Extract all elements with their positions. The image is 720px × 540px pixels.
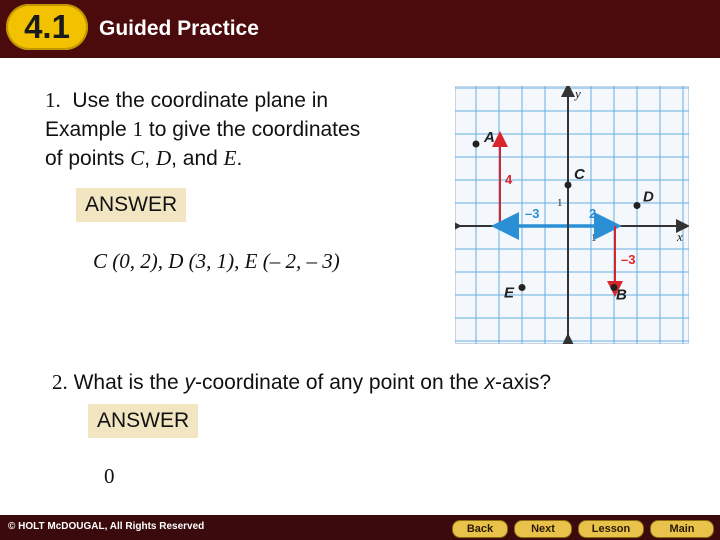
point-c-text: C [574, 166, 585, 183]
q2-text-b: -coordinate of any point on the [194, 371, 479, 394]
arrow-right-2-label: 2 [589, 206, 597, 221]
point-e-marker [519, 284, 526, 291]
arrow-left-3-label: –3 [525, 206, 540, 221]
q1-example-number: 1 [132, 117, 144, 141]
point-a-text: A [484, 129, 495, 146]
point-e-label: E [223, 146, 237, 170]
point-b-text: B [616, 286, 627, 304]
arrow-up-4-label: 4 [505, 172, 513, 187]
q1-number: 1. [45, 88, 61, 112]
q1-line2b: to give the coordinates [148, 118, 361, 141]
header-bar [0, 0, 720, 58]
lesson-button[interactable] [578, 520, 644, 538]
main-label: Main [669, 523, 695, 535]
lesson-number: 4.1 [24, 8, 70, 45]
answer-2-label: ANSWER [88, 404, 198, 438]
main-button[interactable] [650, 520, 714, 538]
next-button[interactable] [514, 520, 572, 538]
q1-line2a: Example [45, 118, 127, 141]
q2-text-a: What is the [73, 371, 179, 394]
footer-bar [0, 515, 720, 540]
page-title: Guided Practice [99, 17, 259, 40]
point-c-label: C [130, 146, 145, 170]
point-d-marker [634, 202, 641, 209]
answer-1-value: C (0, 2), D (3, 1), E (– 2, – 3) [93, 249, 340, 273]
q2-x: x [484, 371, 496, 394]
point-d-label: D [155, 146, 172, 170]
y-axis-label: y [575, 86, 581, 101]
period: . [236, 147, 243, 170]
answer-1-label: ANSWER [76, 188, 186, 222]
q2-y: y [184, 371, 195, 394]
back-button[interactable] [452, 520, 508, 538]
comma: , [144, 147, 151, 170]
point-d-text: D [643, 188, 654, 206]
y-tick-1: 1 [557, 197, 563, 209]
point-c-marker [565, 182, 572, 189]
graph-background [455, 86, 689, 344]
q1-line1: Use the coordinate plane in [72, 89, 329, 112]
and-text: , and [171, 147, 218, 170]
lesson-badge [6, 4, 88, 50]
back-label: Back [466, 523, 494, 535]
copyright-text: © HOLT McDOUGAL, All Rights Reserved [8, 521, 205, 532]
q2-text-c: -axis? [495, 371, 552, 394]
arrow-down-3-label: –3 [621, 252, 636, 267]
next-label: Next [531, 523, 555, 535]
answer-2-value: 0 [104, 464, 115, 488]
x-axis-label: x [677, 229, 683, 244]
point-a-marker [473, 141, 480, 148]
q1-line3a: of points [45, 147, 125, 170]
question-2 [52, 368, 692, 397]
lesson-label: Lesson [591, 523, 631, 535]
q2-number: 2. [52, 370, 68, 394]
x-tick-1: 1 [591, 232, 597, 244]
question-1 [45, 86, 445, 173]
point-e-text: E [504, 284, 515, 302]
coordinate-plane [455, 86, 689, 344]
